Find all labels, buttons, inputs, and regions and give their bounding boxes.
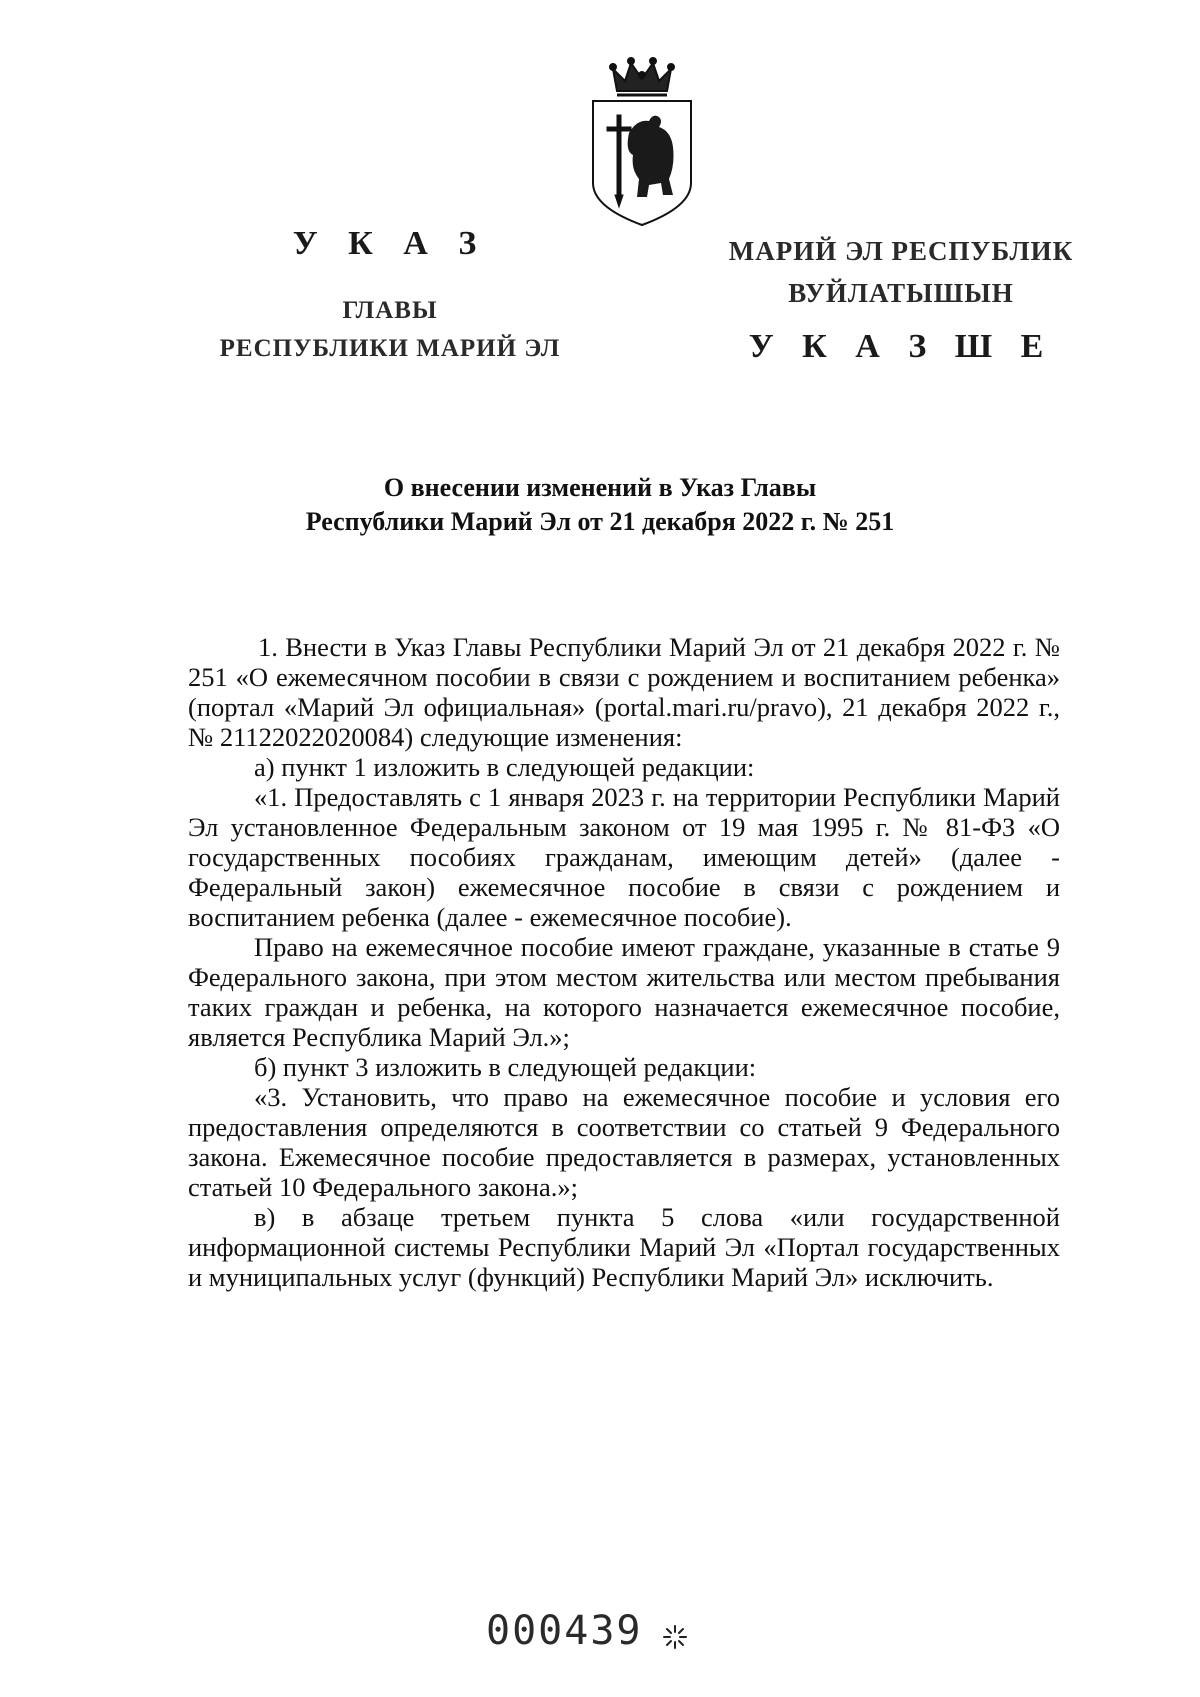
header-right-line1: МАРИЙ ЭЛ РЕСПУБЛИК [728,236,1074,266]
document-title-line1: О внесении изменений в Указ Главы [383,473,817,502]
paragraph: а) пункт 1 изложить в следующей редакции: [254,752,755,782]
star-mark-icon [662,1624,688,1650]
coat-of-arms-emblem [589,55,695,228]
header-subtitle-left [180,292,600,368]
document-serial-number: 000439 [486,1608,643,1654]
header-title-right: У К А З Ш Е [748,328,1054,365]
header-subtitle-line1: ГЛАВЫ [342,297,438,324]
document-body [188,632,1060,1292]
paragraph: б) пункт 3 изложить в следующей редакции: [254,1052,757,1082]
paragraph: «1. Предоставлять с 1 января 2023 г. на территории Республики Марий Эл установленное Федеральным законом от 19 мая 1995 г. № 81-ФЗ «О государственных пособиях гражданам, имеющим детей» (далее - Федеральный закон) ежемесячное пособие в связи с рождением и воспитанием ребенка (далее - ежемесячное пособие). [188,782,1060,932]
paragraph: «3. Установить, что право на ежемесячное пособие и условия его предоставления определяются в соответствии со статьей 9 Федерального закона. Ежемесячное пособие предоставляется в размерах, установленных статьей 10 Федерального закона.»; [188,1082,1060,1202]
header-subtitle-line2: РЕСПУБЛИКИ МАРИЙ ЭЛ [219,335,561,362]
document-title-line2: Республики Марий Эл от 21 декабря 2022 г. № 251 [305,507,895,536]
header-title-left: У К А З [292,225,488,262]
document-title [250,471,950,539]
paragraph: 1. Внести в Указ Главы Республики Марий Эл от 21 декабря 2022 г. № 251 «О ежемесячном пособии в связи с рождением и воспитанием ребенка» (портал «Марий Эл официальная» (portal.mari.ru/pravo), 21 декабря 2022 г., № 21122022020084) следующие изменения: [188,632,1060,752]
header-right-line2: ВУЙЛАТЫШЫН [788,278,1014,308]
paragraph: в) в абзаце третьем пункта 5 слова «или государственной информационной системы Республики Марий Эл «Портал государственных и муниципальных услуг (функций) Республики Марий Эл» исключить. [188,1202,1060,1292]
header-subtitle-right [706,230,1096,314]
paragraph: Право на ежемесячное пособие имеют граждане, указанные в статье 9 Федерального закона, при этом местом жительства или местом пребывания таких граждан и ребенка, на которого назначается ежемесячное пособие, является Республика Марий Эл.»; [188,932,1060,1052]
